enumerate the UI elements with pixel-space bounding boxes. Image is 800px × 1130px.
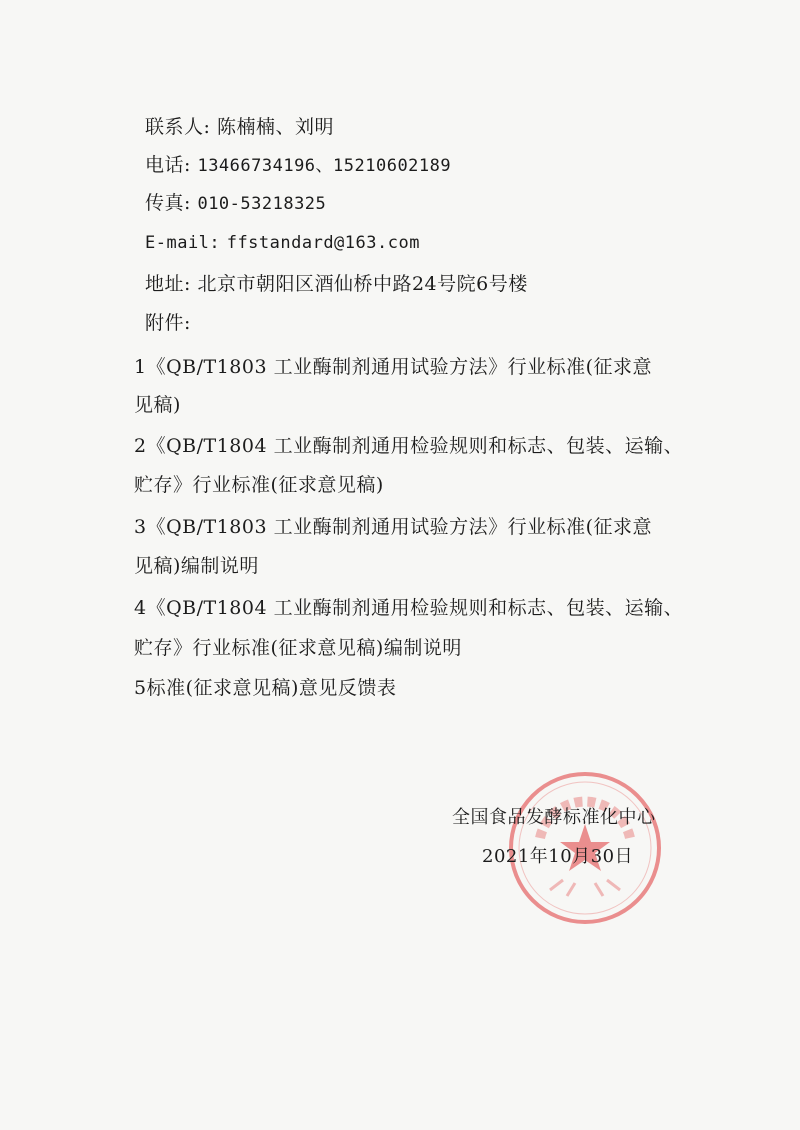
attachments-heading: 附件: — [145, 312, 191, 334]
phone-line — [145, 153, 451, 178]
signature-date: 2021年10月30日 — [482, 846, 634, 867]
address-line — [145, 272, 528, 296]
attachment-item-2-line2: 贮存》行业标准(征求意见稿) — [134, 474, 384, 496]
address-label: 地址: — [145, 273, 191, 295]
attachment-item-4-line1: 4《QB/T1804 工业酶制剂通用检验规则和标志、包装、运输、 — [134, 597, 684, 619]
email-line — [145, 230, 420, 255]
contact-person-line — [145, 115, 334, 139]
contact-person-value: 陈楠楠、刘明 — [216, 116, 334, 138]
attachment-item-4-line2: 贮存》行业标准(征求意见稿)编制说明 — [134, 637, 462, 659]
attachment-item-3-line1: 3《QB/T1803 工业酶制剂通用试验方法》行业标准(征求意 — [134, 516, 653, 538]
phone-label: 电话: — [145, 154, 191, 176]
fax-label: 传真: — [145, 192, 191, 214]
attachment-item-2-line1: 2《QB/T1804 工业酶制剂通用检验规则和标志、包装、运输、 — [134, 435, 684, 457]
phone-value: 13466734196、15210602189 — [197, 156, 452, 176]
address-value: 北京市朝阳区酒仙桥中路24号院6号楼 — [197, 273, 528, 295]
attachment-item-5: 5标准(征求意见稿)意见反馈表 — [134, 677, 397, 699]
email-label: E-mail: — [145, 233, 221, 253]
fax-line — [145, 191, 326, 216]
attachment-item-3-line2: 见稿)编制说明 — [134, 555, 259, 577]
fax-value: 010-53218325 — [197, 194, 327, 214]
attachment-item-1-line1: 1《QB/T1803 工业酶制剂通用试验方法》行业标准(征求意 — [134, 356, 653, 378]
contact-person-label: 联系人: — [145, 116, 211, 138]
attachment-item-1-line2: 见稿) — [134, 394, 181, 416]
signature-organization: 全国食品发酵标准化中心 — [452, 807, 656, 828]
email-value: ffstandard@163.com — [226, 233, 420, 253]
